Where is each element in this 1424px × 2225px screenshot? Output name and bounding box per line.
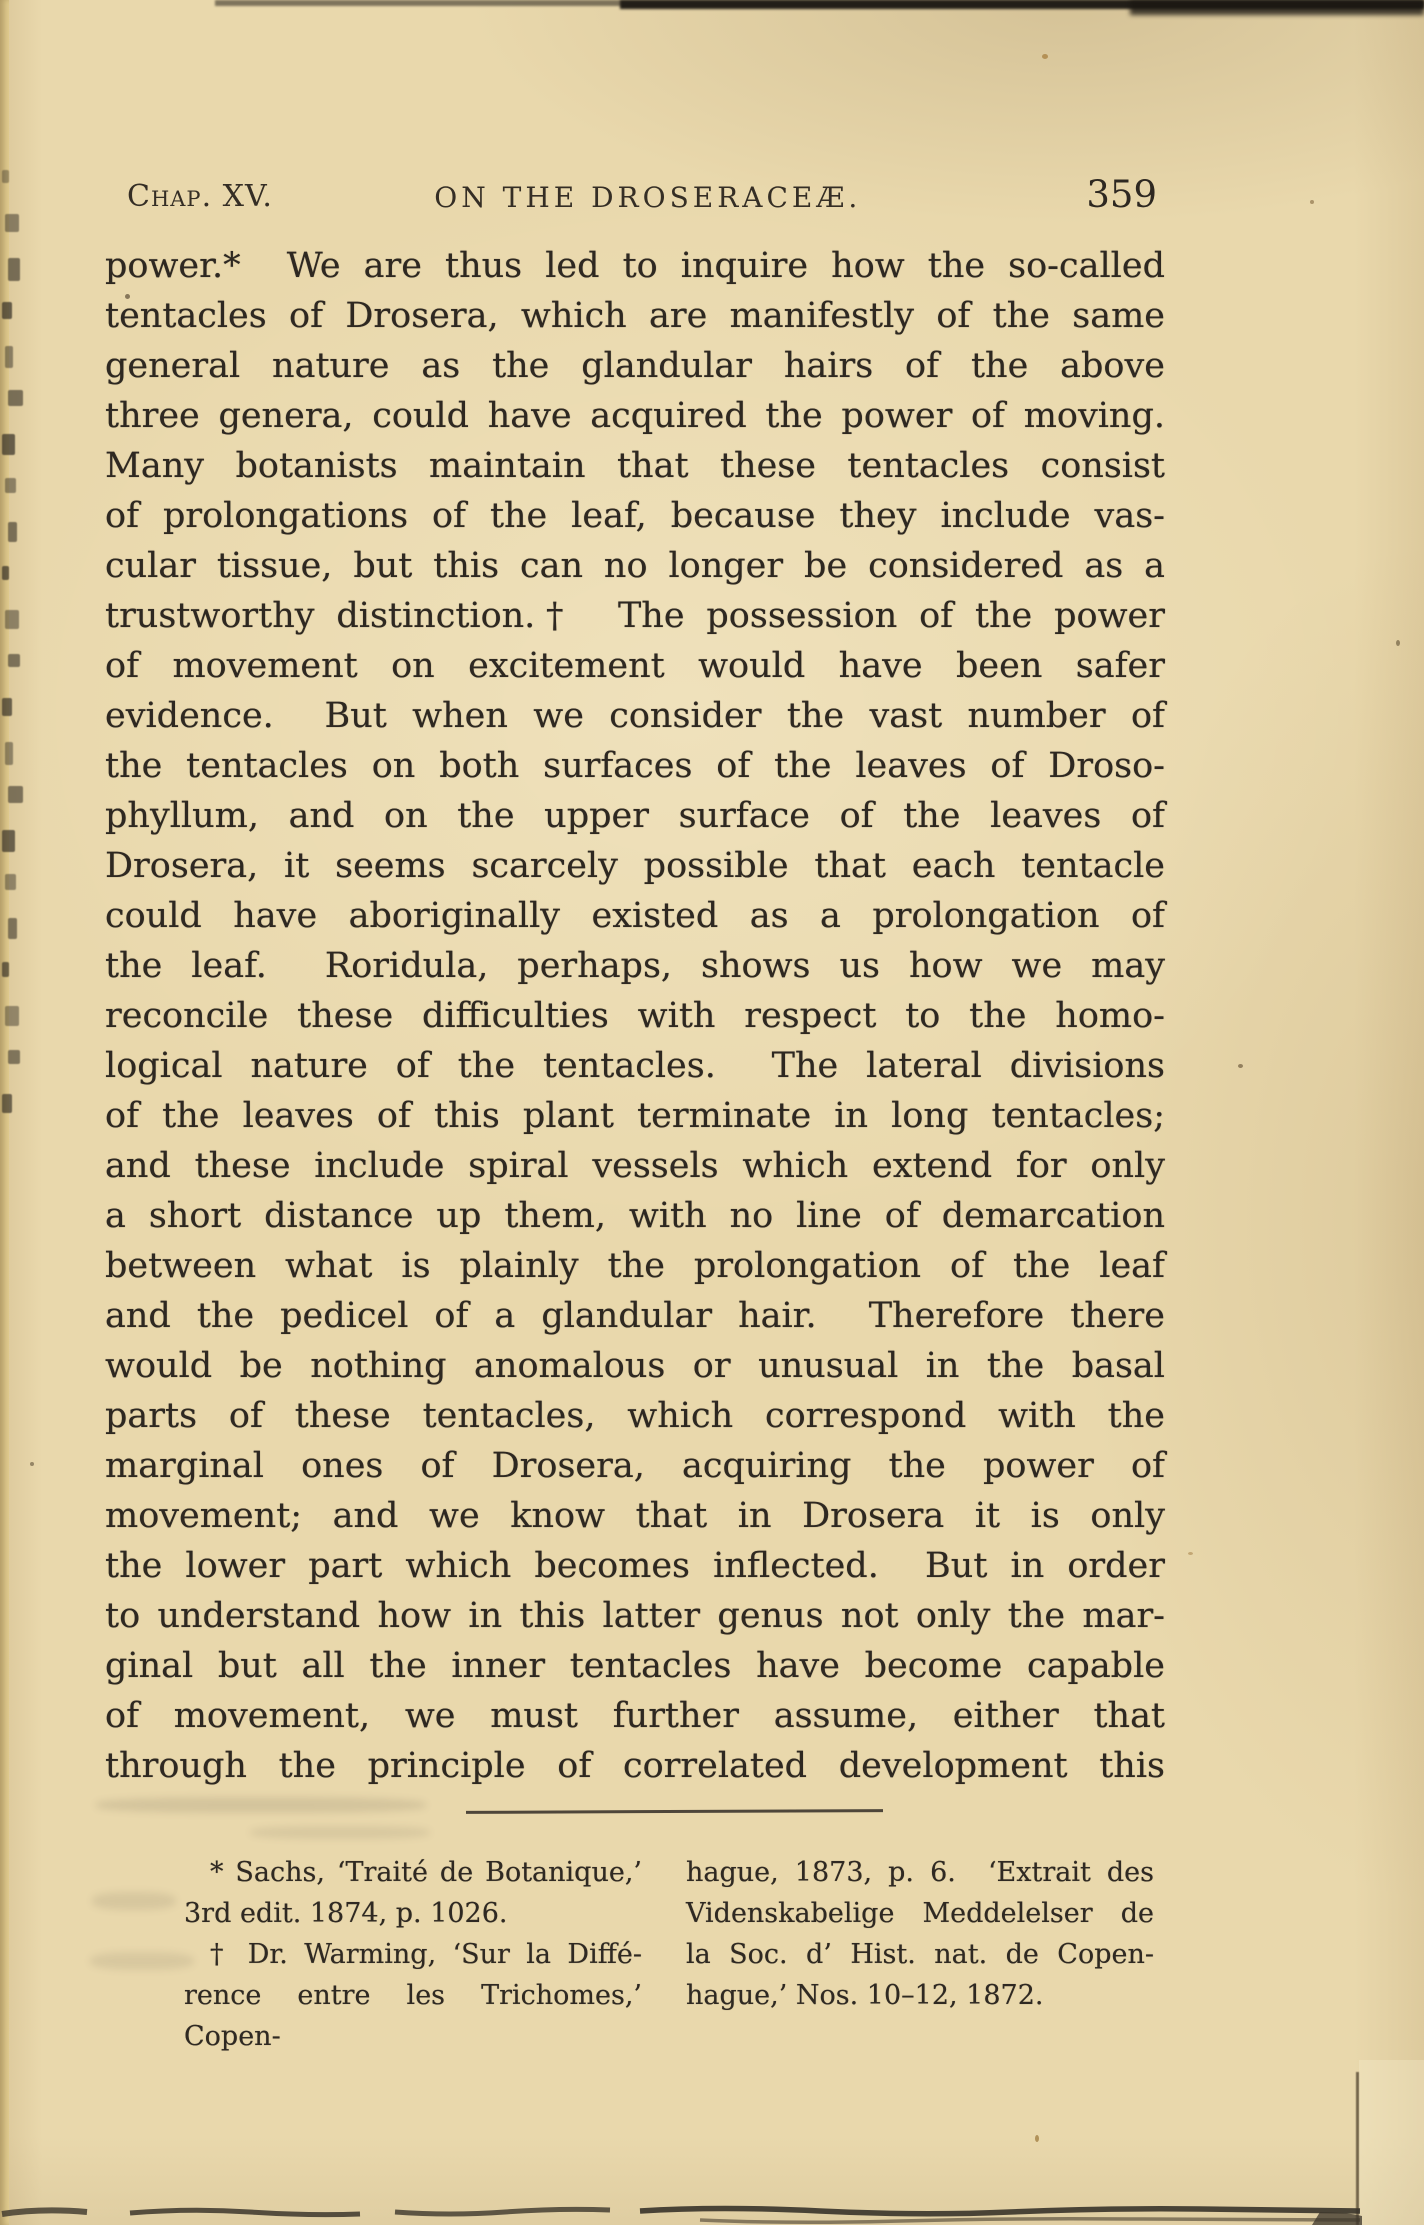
- page-header: [105, 168, 1165, 216]
- footnote-line: hague,’ Nos. 10–12, 1872.: [686, 1980, 1044, 2011]
- body-text: [105, 241, 1165, 1791]
- left-edge-mark: [8, 918, 17, 939]
- footnote-column-left: [184, 1852, 651, 2052]
- body-line: reconcile these difficulties with respect to the homo-: [105, 996, 1165, 1036]
- foxing-speck: [1188, 1552, 1193, 1555]
- showthrough-smudge: [250, 1826, 430, 1839]
- chapter-label: Chap. XV.: [127, 179, 273, 214]
- left-edge-mark: [5, 478, 16, 493]
- body-line: the tentacles on both surfaces of the leaves of Droso-: [105, 746, 1165, 786]
- showthrough-smudge: [90, 1952, 194, 1970]
- left-edge-mark: [2, 434, 15, 455]
- left-edge-mark: [5, 610, 19, 629]
- body-line: trustworthy distinction.† The possession of the power: [105, 596, 1165, 636]
- left-edge-mark: [2, 170, 9, 183]
- left-edge-mark: [8, 522, 17, 542]
- body-line: through the principle of correlated development this: [105, 1746, 1165, 1786]
- left-edge-mark: [2, 1094, 12, 1113]
- left-edge-mark: [2, 302, 12, 319]
- left-edge-mark: [5, 346, 13, 368]
- body-line: of movement on excitement would have been safer: [105, 646, 1165, 686]
- left-edge-mark: [5, 214, 19, 232]
- foxing-speck: [1042, 54, 1048, 59]
- book-bottom-page-edges: [0, 2194, 1424, 2225]
- body-line: of prolongations of the leaf, because they include vas-: [105, 496, 1165, 536]
- left-edge-mark: [8, 258, 20, 281]
- body-line: and these include spiral vessels which extend for only: [105, 1146, 1165, 1186]
- foxing-speck: [30, 1462, 34, 1466]
- body-line: power.* We are thus led to inquire how the so-called: [105, 246, 1165, 286]
- foxing-speck: [1310, 200, 1314, 204]
- left-edge-mark: [8, 654, 20, 667]
- body-line: of the leaves of this plant terminate in long tentacles;: [105, 1096, 1165, 1136]
- body-line: movement; and we know that in Drosera it is only: [105, 1496, 1165, 1536]
- footnote-line: * Sachs, ‘Traité de Botanique,’: [210, 1857, 642, 1888]
- left-edge-mark: [5, 1006, 19, 1026]
- footnote-line: 3rd edit. 1874, p. 1026.: [184, 1898, 508, 1929]
- body-line: between what is plainly the prolongation of the leaf: [105, 1246, 1165, 1286]
- footnote-line: † Dr. Warming, ‘Sur la Diffé-: [210, 1939, 642, 1970]
- foxing-speck: [1035, 2135, 1039, 2142]
- body-line: and the pedicel of a glandular hair. Therefore there: [105, 1296, 1165, 1336]
- scan-top-corner-shadow: [1130, 0, 1424, 15]
- body-line: evidence. But when we consider the vast number of: [105, 696, 1165, 736]
- body-line: logical nature of the tentacles. The lateral divisions: [105, 1046, 1165, 1086]
- footnote-column-right: [686, 1852, 1154, 2016]
- left-edge-mark: [2, 566, 9, 580]
- body-line: marginal ones of Drosera, acquiring the power of: [105, 1446, 1165, 1486]
- footnote-line: rence entre les Trichomes,’ Copen-: [184, 1980, 651, 2052]
- left-edge-mark: [8, 1050, 20, 1064]
- body-line: Many botanists maintain that these tentacles consist: [105, 446, 1165, 486]
- body-line: would be nothing anomalous or unusual in the basal: [105, 1346, 1165, 1386]
- left-edge-mark: [2, 698, 12, 716]
- body-line: general nature as the glandular hairs of the above: [105, 346, 1165, 386]
- body-line: parts of these tentacles, which correspond with the: [105, 1396, 1165, 1436]
- left-edge-mark: [5, 742, 13, 765]
- body-line: to understand how in this latter genus not only the mar-: [105, 1596, 1165, 1636]
- footnote-line: Videnskabelige Meddelelser de: [686, 1898, 1154, 1929]
- foxing-speck: [1396, 640, 1400, 646]
- showthrough-smudge: [96, 1797, 426, 1813]
- left-edge-mark: [5, 874, 16, 890]
- body-line: of movement, we must further assume, either that: [105, 1696, 1165, 1736]
- body-line: tentacles of Drosera, which are manifestly of the same: [105, 296, 1165, 336]
- body-line: ginal but all the inner tentacles have become capable: [105, 1646, 1165, 1686]
- showthrough-smudge: [92, 1892, 176, 1910]
- body-line: the lower part which becomes inflected. But in order: [105, 1546, 1165, 1586]
- running-title: ON THE DROSERACEÆ.: [434, 181, 862, 214]
- body-line: phyllum, and on the upper surface of the leaves of: [105, 796, 1165, 836]
- body-line: three genera, could have acquired the power of moving.: [105, 396, 1165, 436]
- footnote-separator-rule: [466, 1809, 883, 1814]
- footnote-line: hague, 1873, p. 6. ‘Extrait des: [686, 1857, 1154, 1888]
- left-edge-mark: [2, 962, 9, 977]
- body-line: cular tissue, but this can no longer be considered as a: [105, 546, 1165, 586]
- footnote-line: la Soc. d’ Hist. nat. de Copen-: [686, 1939, 1154, 1970]
- body-line: could have aboriginally existed as a prolongation of: [105, 896, 1165, 936]
- page-number: 359: [1086, 173, 1157, 216]
- left-edge-mark: [8, 390, 23, 406]
- body-line: a short distance up them, with no line of demarcation: [105, 1196, 1165, 1236]
- left-edge-mark: [8, 786, 23, 803]
- body-line: the leaf. Roridula, perhaps, shows us how we may: [105, 946, 1165, 986]
- body-line: Drosera, it seems scarcely possible that each tentacle: [105, 846, 1165, 886]
- foxing-speck: [1238, 1064, 1243, 1068]
- left-edge-mark: [2, 830, 15, 852]
